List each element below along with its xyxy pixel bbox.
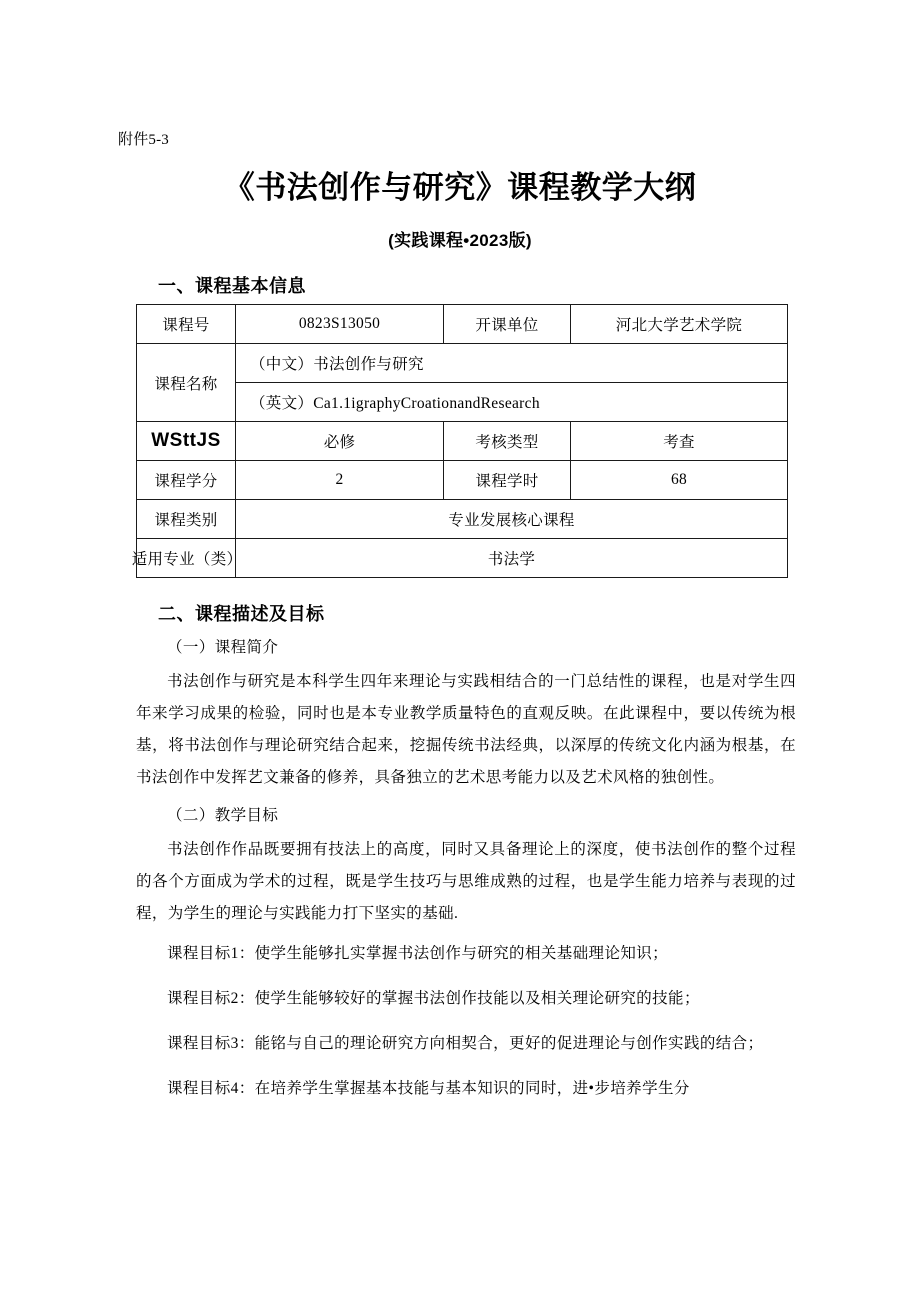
table-row [137, 500, 788, 539]
course-intro-text: 书法创作与研究是本科学生四年来理论与实践相结合的一门总结性的课程，也是对学生四年来学习成果的检验，同时也是本专业教学质量特色的直观反映。在此课程中，要以传统为根基，将书法创作与理论研究结合起来，挖掘传统书法经典，以深厚的传统文化内涵为根基，在书法创作中发挥艺文兼备的修养，具备独立的艺术思考能力以及艺术风格的独创性。 [136, 673, 796, 786]
page-subtitle: (实践课程•2023版) [388, 231, 532, 250]
table-row [137, 305, 788, 344]
hours-label: 课程学时 [444, 461, 571, 500]
category-label: 课程类别 [137, 500, 236, 539]
table-row [137, 461, 788, 500]
course-objective-4: 课程目标4：在培养学生掌握基本技能与基本知识的同时，进•步培养学生分 [167, 1080, 690, 1097]
course-objective-2: 课程目标2：使学生能够较好的掌握书法创作技能以及相关理论研究的技能； [167, 990, 700, 1007]
course-nature-label: WSttJS [137, 422, 236, 461]
credits-label: 课程学分 [137, 461, 236, 500]
course-code-value: 0823S13050 [236, 305, 444, 344]
major-label-text: 适用专业（类） [131, 551, 243, 568]
credits-value: 2 [236, 461, 444, 500]
course-intro-label: （一）课程简介 [167, 639, 279, 656]
page-title: 《书法创作与研究》课程教学大纲 [223, 170, 697, 205]
table-row [137, 422, 788, 461]
attachment-label: 附件5-3 [118, 132, 169, 148]
course-code-label: 课程号 [137, 305, 236, 344]
offering-unit-value: 河北大学艺术学院 [571, 305, 788, 344]
teaching-goals-label: （二）教学目标 [167, 807, 279, 824]
assessment-type-label: 考核类型 [444, 422, 571, 461]
course-name-cn-value: （中文）书法创作与研究 [236, 344, 788, 383]
section-heading-basic-info: 一、课程基本信息 [158, 276, 306, 296]
table-row [137, 539, 788, 578]
hours-value: 68 [571, 461, 788, 500]
major-value: 书法学 [236, 539, 788, 578]
offering-unit-label: 开课单位 [444, 305, 571, 344]
course-objective-3: 课程目标3：能铭与自己的理论研究方向相契合，更好的促进理论与创作实践的结合； [167, 1035, 764, 1052]
course-basic-info-table [131, 304, 788, 578]
assessment-type-value: 考查 [571, 422, 788, 461]
teaching-goals-text: 书法创作作品既要拥有技法上的高度，同时又具备理论上的深度，使书法创作的整个过程的各个方面成为学术的过程，既是学生技巧与思维成熟的过程，也是学生能力培养与表现的过程，为学生的理论与实践能力打下坚实的基础. [136, 841, 796, 922]
course-nature-value: 必修 [236, 422, 444, 461]
course-objective-1: 课程目标1：使学生能够扎实掌握书法创作与研究的相关基础理论知识； [167, 945, 669, 962]
course-name-label: 课程名称 [137, 344, 236, 422]
category-value: 专业发展核心课程 [236, 500, 788, 539]
major-label [131, 539, 243, 578]
course-name-en-value: （英文）Ca1.1igraphyCroationandResearch [236, 383, 788, 422]
table-row [137, 344, 788, 383]
section-heading-description: 二、课程描述及目标 [158, 604, 325, 624]
